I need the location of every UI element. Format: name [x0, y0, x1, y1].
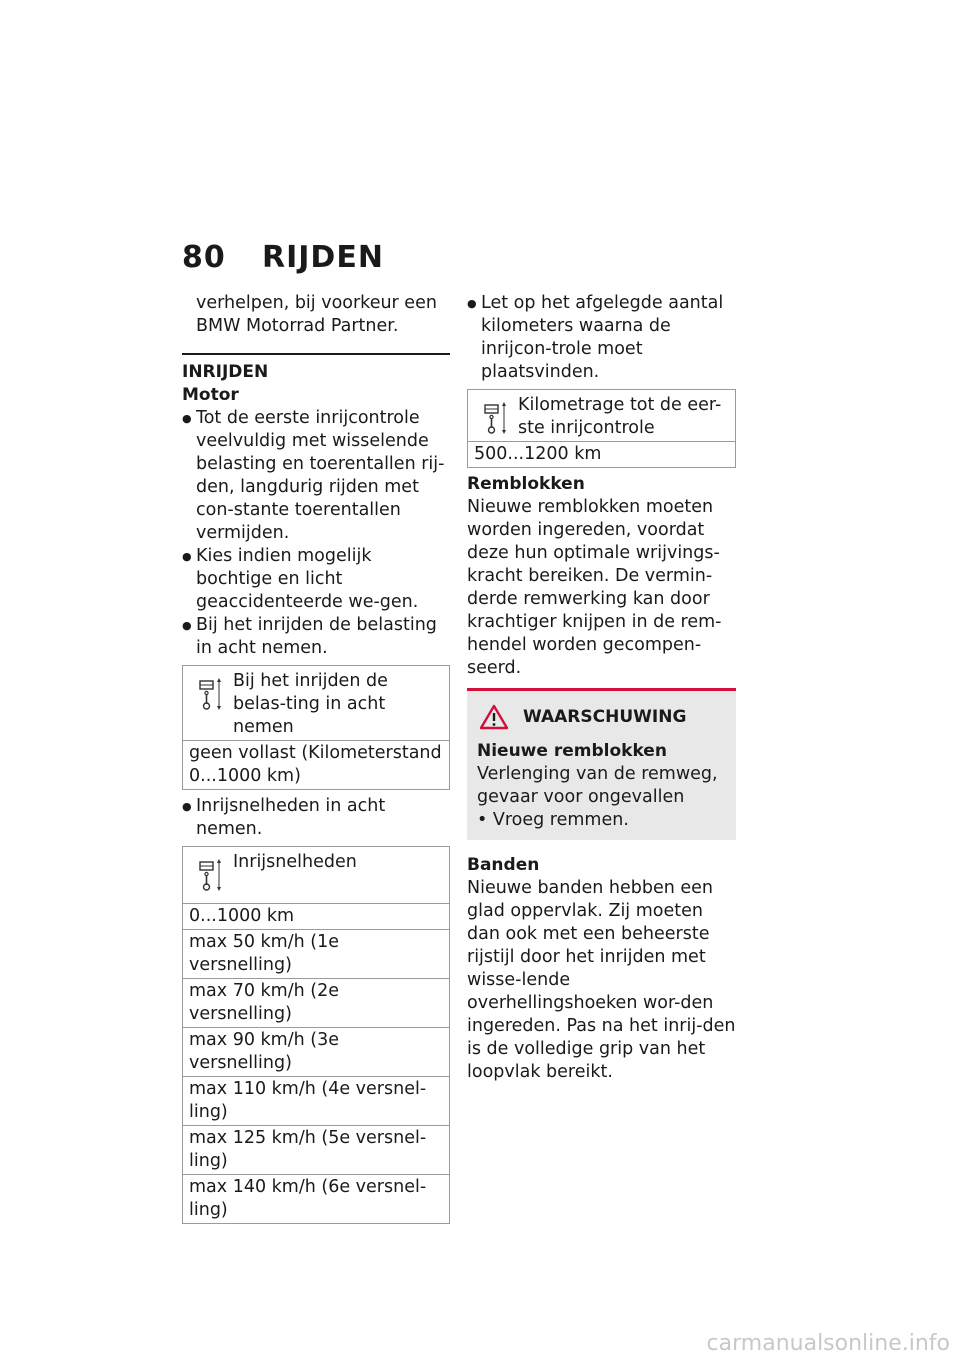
- spec-row: 0...1000 km: [183, 904, 450, 930]
- warning-triangle-icon: [479, 704, 509, 730]
- spec-table-speeds: [182, 846, 450, 1224]
- spec-title: Kilometrage tot de eer-ste inrijcontrole: [518, 395, 722, 438]
- bullet-item: ● Let op het afgelegde aantal kilometers waarna de inrijcon-trole moet plaatsvinden.: [467, 292, 736, 384]
- right-column: [467, 292, 736, 1084]
- bullet-item: ● Inrijsnelheden in acht nemen.: [182, 795, 450, 841]
- spec-title: Bij het inrijden de belas-ting in acht nemen: [233, 671, 388, 737]
- warning-header: [477, 704, 726, 730]
- spec-row: max 140 km/h (6e versnel-ling): [183, 1175, 450, 1224]
- spec-row: max 90 km/h (3e versnelling): [183, 1028, 450, 1077]
- subtitle-motor: Motor: [182, 385, 239, 405]
- spec-title: Inrijsnelheden: [233, 852, 357, 872]
- engine-piston-icon: [189, 848, 233, 892]
- remblokken-text: Nieuwe remblokken moeten worden ingereden, voordat deze hun optimale wrijvings-kracht bereiken. De vermin-derde remwerking kan door krachtiger knijpen in de rem-hendel worden gecompen-seerd.: [467, 497, 722, 678]
- subtitle-remblokken: Remblokken: [467, 474, 585, 494]
- page-number: 80: [182, 240, 226, 275]
- warning-item: • Vroeg remmen.: [477, 810, 629, 830]
- warning-box: [467, 688, 736, 840]
- bullet-item: ● Tot de eerste inrijcontrole veelvuldig met wisselende belasting en toerentallen rij-den, langdurig rijden met con-stante toerentallen vermijden.: [182, 407, 450, 545]
- section-title: INRIJDEN: [182, 353, 450, 384]
- left-column: [182, 292, 450, 1229]
- intro-text: verhelpen, bij voorkeur een BMW Motorrad Partner.: [196, 293, 437, 336]
- page-header: [182, 240, 384, 275]
- chapter-title: RIJDEN: [262, 240, 384, 275]
- engine-piston-icon: [474, 391, 518, 440]
- spec-table-km: [467, 389, 736, 468]
- bullet-item: ● Kies indien mogelijk bochtige en licht geaccidenteerde we-gen.: [182, 545, 450, 614]
- spec-row: max 125 km/h (5e versnel-ling): [183, 1126, 450, 1175]
- bullet-item: ● Bij het inrijden de belasting in acht nemen.: [182, 614, 450, 660]
- spec-table-load: [182, 665, 450, 790]
- subtitle-banden: Banden: [467, 855, 540, 875]
- spec-row: max 110 km/h (4e versnel-ling): [183, 1077, 450, 1126]
- banden-text: Nieuwe banden hebben een glad oppervlak. Zij moeten dan ook met een beheerste rijstijl door het inrijden met wisse-lende overhellingshoeken wor-den ingereden. Pas na het inrij-den is de volledige grip van het loopvlak bereikt.: [467, 878, 736, 1082]
- engine-piston-icon: [189, 667, 233, 739]
- warning-label: WAARSCHUWING: [523, 706, 687, 727]
- spec-row: max 50 km/h (1e versnelling): [183, 930, 450, 979]
- warning-title: Nieuwe remblokken: [477, 741, 667, 761]
- spec-row: max 70 km/h (2e versnelling): [183, 979, 450, 1028]
- watermark: carmanualsonline.info: [706, 1331, 950, 1356]
- spec-row: geen vollast (Kilometerstand 0...1000 km): [183, 741, 450, 790]
- spec-row: 500...1200 km: [468, 442, 736, 468]
- warning-text: Verlenging van de remweg, gevaar voor ongevallen: [477, 764, 718, 807]
